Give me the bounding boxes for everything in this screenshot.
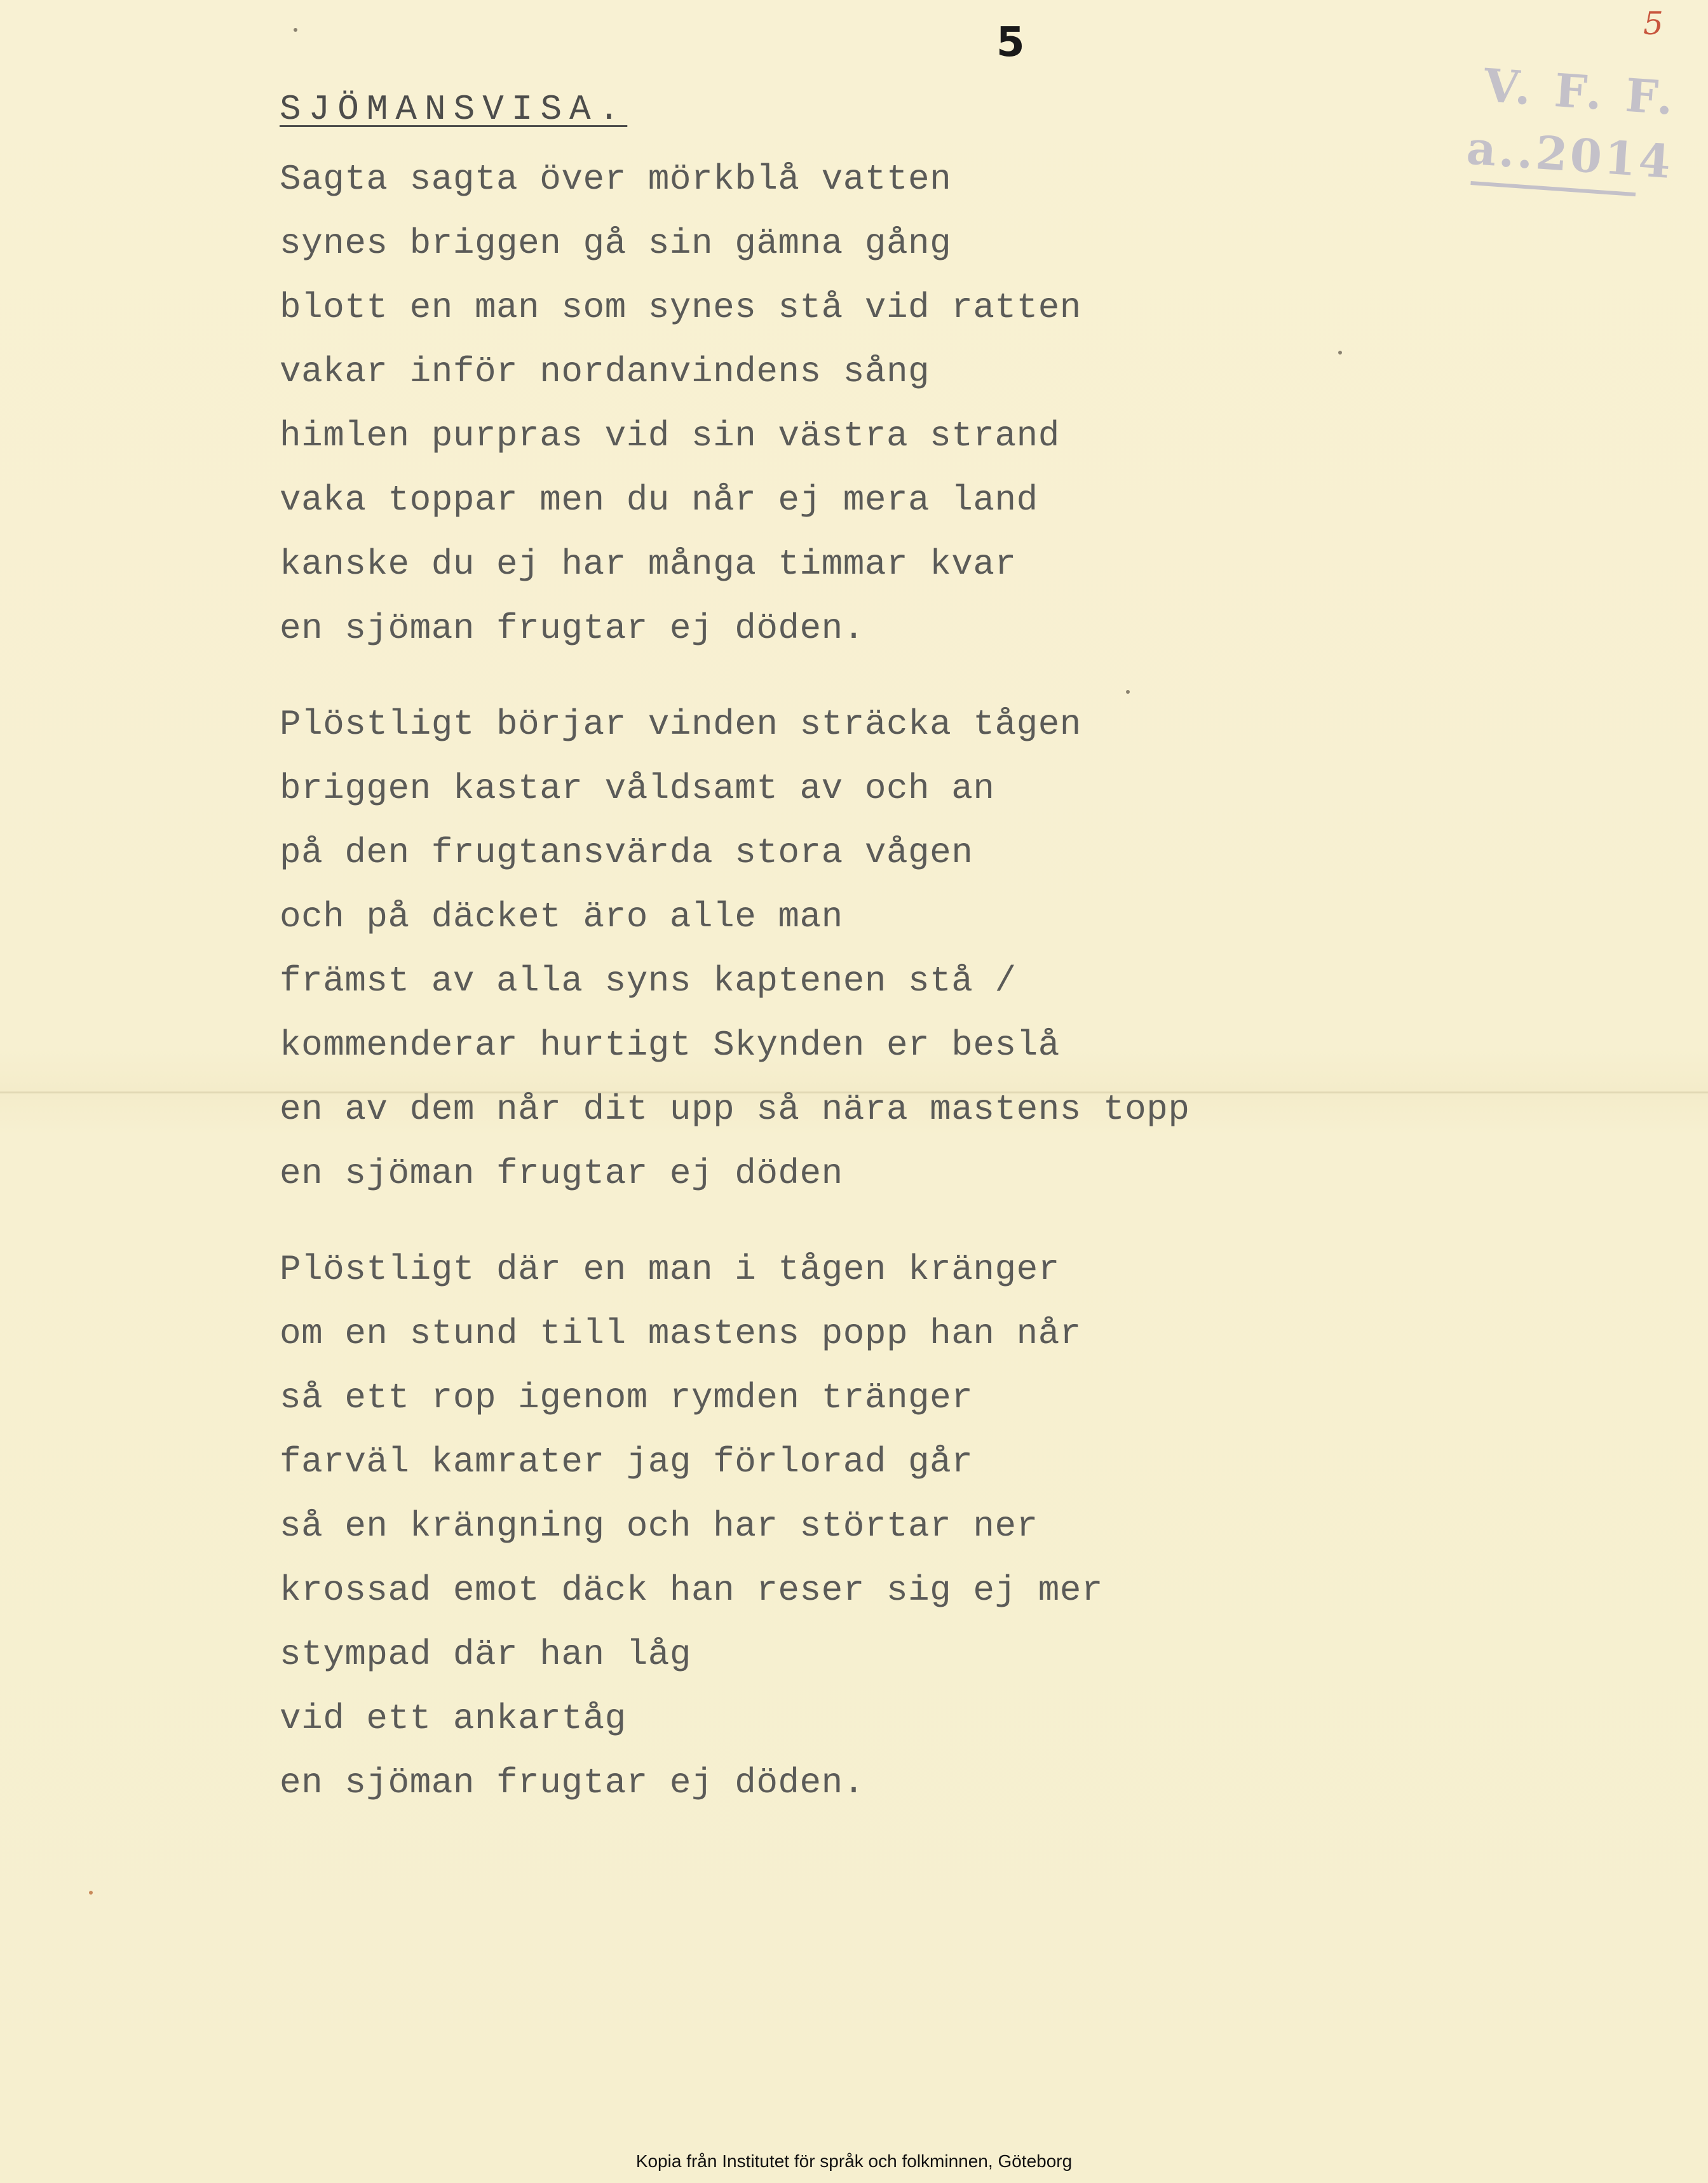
poem-line: farväl kamrater jag förlorad går	[280, 1442, 973, 1482]
handwritten-page-number: 5	[1643, 5, 1664, 42]
poem-line: Plöstligt där en man i tågen kränger	[280, 1249, 1060, 1290]
poem-line: en av dem når dit upp så nära mastens topp	[280, 1089, 1190, 1130]
poem-line: blott en man som synes stå vid ratten	[280, 287, 1081, 328]
poem-line: en sjöman frugtar ej döden.	[280, 1762, 865, 1803]
poem-line: och på däcket äro alle man	[280, 896, 843, 937]
poem-line: vakar inför nordanvindens sång	[280, 351, 930, 392]
poem-line: Sagta sagta över mörkblå vatten	[280, 159, 952, 199]
paper-speck	[1338, 351, 1342, 355]
poem-line: stympad där han låg	[280, 1634, 692, 1675]
stamp-line-1: V. F. F.	[1482, 58, 1679, 126]
poem-line: en sjöman frugtar ej döden	[280, 1153, 843, 1194]
paper-speck	[1126, 690, 1130, 694]
poem-line: himlen purpras vid sin västra strand	[280, 416, 1060, 456]
archive-footer: Kopia från Institutet för språk och folkminnen, Göteborg	[635, 2151, 1073, 2171]
poem-line: så ett rop igenom rymden tränger	[280, 1377, 973, 1418]
poem-line: om en stund till mastens popp han når	[280, 1313, 1081, 1354]
poem-line: en sjöman frugtar ej döden.	[280, 608, 865, 649]
poem-body	[280, 147, 1190, 1847]
poem-line: krossad emot däck han reser sig ej mer	[280, 1570, 1104, 1611]
poem-line: så en krängning och har störtar ner	[280, 1506, 1038, 1546]
poem-line: på den frugtansvärda stora vågen	[280, 832, 973, 873]
poem-line: briggen kastar våldsamt av och an	[280, 768, 995, 809]
poem-line: främst av alla syns kaptenen stå /	[280, 961, 1017, 1001]
archive-stamp	[1463, 57, 1679, 216]
paper-speck	[89, 1891, 93, 1895]
poem-title: SJÖMANSVISA.	[280, 89, 628, 130]
poem-line: vid ett ankartåg	[280, 1698, 627, 1739]
stamp-line-2: a..2014	[1465, 120, 1675, 189]
poem-line: synes briggen gå sin gämna gång	[280, 223, 952, 264]
poem-line: Plöstligt börjar vinden sträcka tågen	[280, 704, 1081, 745]
poem-line: vaka toppar men du når ej mera land	[280, 480, 1038, 520]
poem-line: kanske du ej har många timmar kvar	[280, 544, 1017, 585]
poem-line: kommenderar hurtigt Skynden er beslå	[280, 1025, 1060, 1065]
paper-speck	[294, 28, 297, 32]
stanza-2	[280, 693, 1190, 1206]
stanza-1	[280, 147, 1190, 661]
page-number: 5	[996, 19, 1025, 66]
stanza-3	[280, 1238, 1190, 1815]
